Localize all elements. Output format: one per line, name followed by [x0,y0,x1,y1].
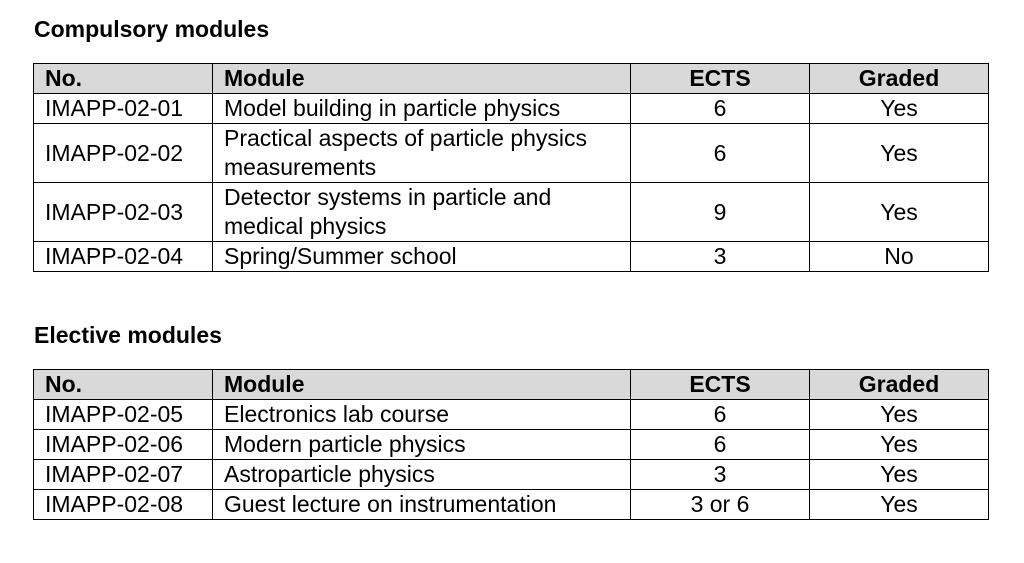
elective-modules-title: Elective modules [34,322,222,348]
module-name: Spring/Summer school [213,242,631,272]
module-name: Practical aspects of particle physics measurements [213,124,631,183]
header-no: No. [34,370,213,400]
module-name: Guest lecture on instrumentation [213,490,631,520]
module-graded: Yes [810,430,989,460]
header-module: Module [213,370,631,400]
header-graded: Graded [810,370,989,400]
table-header-row [34,370,989,400]
elective-modules-table [33,369,989,520]
table-row [34,430,989,460]
compulsory-modules-table [33,63,989,272]
module-ects: 3 [631,242,810,272]
table-row [34,460,989,490]
module-number: IMAPP-02-05 [34,400,213,430]
module-graded: No [810,242,989,272]
module-name: Astroparticle physics [213,460,631,490]
module-name: Electronics lab course [213,400,631,430]
module-ects: 3 [631,460,810,490]
module-graded: Yes [810,460,989,490]
header-module: Module [213,64,631,94]
module-name: Modern particle physics [213,430,631,460]
header-no: No. [34,64,213,94]
module-number: IMAPP-02-03 [34,183,213,242]
header-ects: ECTS [631,370,810,400]
header-graded: Graded [810,64,989,94]
module-ects: 6 [631,124,810,183]
compulsory-modules-title: Compulsory modules [34,16,270,42]
module-number: IMAPP-02-07 [34,460,213,490]
module-name: Detector systems in particle and medical physics [213,183,631,242]
module-number: IMAPP-02-06 [34,430,213,460]
table-row [34,242,989,272]
module-number: IMAPP-02-01 [34,94,213,124]
header-ects: ECTS [631,64,810,94]
module-graded: Yes [810,124,989,183]
module-ects: 9 [631,183,810,242]
module-ects: 6 [631,430,810,460]
table-header-row [34,64,989,94]
module-graded: Yes [810,490,989,520]
table-row [34,183,989,242]
table-row [34,490,989,520]
module-number: IMAPP-02-04 [34,242,213,272]
module-number: IMAPP-02-02 [34,124,213,183]
table-row [34,124,989,183]
table-row [34,400,989,430]
module-number: IMAPP-02-08 [34,490,213,520]
module-name: Model building in particle physics [213,94,631,124]
module-ects: 6 [631,400,810,430]
module-graded: Yes [810,400,989,430]
module-graded: Yes [810,94,989,124]
module-ects: 3 or 6 [631,490,810,520]
module-graded: Yes [810,183,989,242]
table-row [34,94,989,124]
module-ects: 6 [631,94,810,124]
